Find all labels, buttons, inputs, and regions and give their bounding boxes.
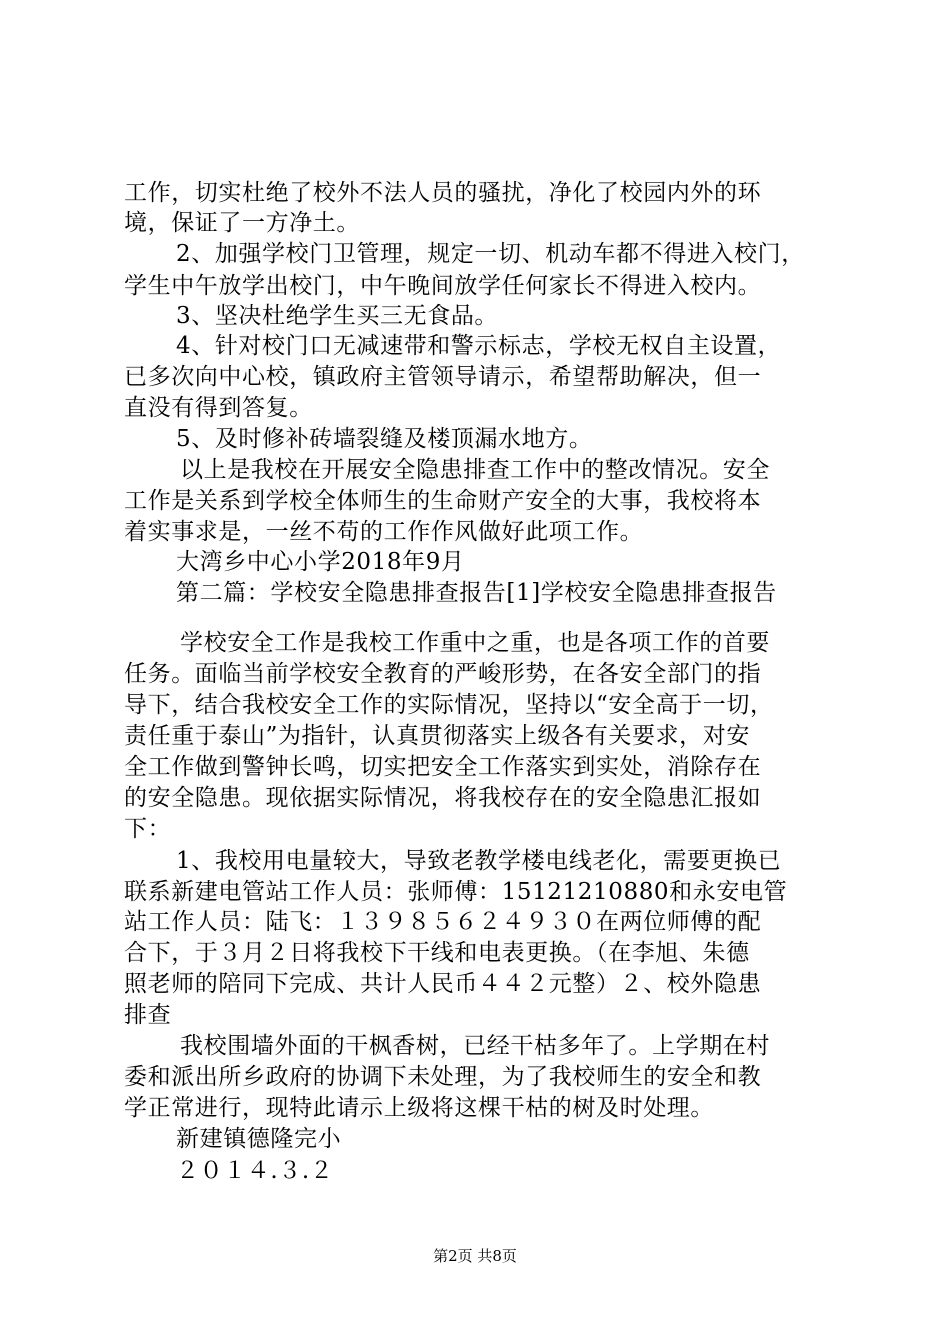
paragraph-line: 学生中午放学出校门，中午晚间放学任何家长不得进入校内。 [124,273,762,299]
paragraph-line: 委和派出所乡政府的协调下未处理，为了我校师生的安全和教 [124,1064,762,1090]
section-heading: 第二篇：学校安全隐患排查报告[1]学校安全隐患排查报告 [176,580,777,606]
paragraph-line: 学正常进行，现特此请示上级将这棵干枯的树及时处理。 [124,1095,714,1121]
paragraph-line: 合下，于３月２日将我校下干线和电表更换。（在李旭、朱德 [124,940,750,966]
paragraph-line: 下： [124,816,172,842]
paragraph-line: 导下，结合我校安全工作的实际情况，坚持以“安全高于一切， [124,692,774,718]
paragraph-line: 已多次向中心校，镇政府主管领导请示，希望帮助解决，但一 [124,364,762,390]
paragraph-line: 着实事求是，一丝不苟的工作作风做好此项工作。 [124,519,644,545]
paragraph-line: 工作是关系到学校全体师生的生命财产安全的大事，我校将本 [124,488,762,514]
paragraph-line: 联系新建电管站工作人员：张师傅：15121210880和永安电管 [124,879,788,905]
paragraph-line: 3、坚决杜绝学生买三无食品。 [176,303,499,329]
paragraph-line: 全工作做到警钟长鸣，切实把安全工作落实到实处，消除存在 [124,754,762,780]
paragraph-line: 学校安全工作是我校工作重中之重，也是各项工作的首要 [180,630,770,656]
paragraph-line: 我校围墙外面的干枫香树，已经干枯多年了。上学期在村 [180,1033,770,1059]
paragraph-line: 境，保证了一方净土。 [124,210,360,236]
paragraph-line: 4、针对校门口无减速带和警示标志，学校无权自主设置， [176,333,782,359]
paragraph-line: 5、及时修补砖墙裂缝及楼顶漏水地方。 [176,426,593,452]
paragraph-line: 站工作人员：陆飞：１３９８５６２４９３０在两位师傅的配 [124,909,762,935]
paragraph-line: 工作，切实杜绝了校外不法人员的骚扰，净化了校园内外的环 [124,180,762,206]
signature-line: 新建镇德隆完小 [176,1126,342,1152]
paragraph-line: 排查 [124,1002,172,1028]
date-line: ２０１４.３.２ [176,1158,334,1184]
paragraph-line: 以上是我校在开展安全隐患排查工作中的整改情况。安全 [180,457,770,483]
paragraph-line: 2、加强学校门卫管理，规定一切、机动车都不得进入校门， [176,241,805,267]
paragraph-line: 直没有得到答复。 [124,395,313,421]
paragraph-line: 照老师的陪同下完成、共计人民币４４２元整）２、校外隐患 [124,971,762,997]
paragraph-line: 责任重于泰山”为指针，认真贯彻落实上级各有关要求，对安 [124,723,750,749]
page-number-footer: 第2页 共8页 [433,1247,517,1265]
signature-line: 大湾乡中心小学2018年9月 [176,549,465,575]
paragraph-line: 1、我校用电量较大，导致老教学楼电线老化，需要更换已 [176,848,782,874]
paragraph-line: 任务。面临当前学校安全教育的严峻形势，在各安全部门的指 [124,661,762,687]
paragraph-line: 的安全隐患。现依据实际情况，将我校存在的安全隐患汇报如 [124,785,762,811]
